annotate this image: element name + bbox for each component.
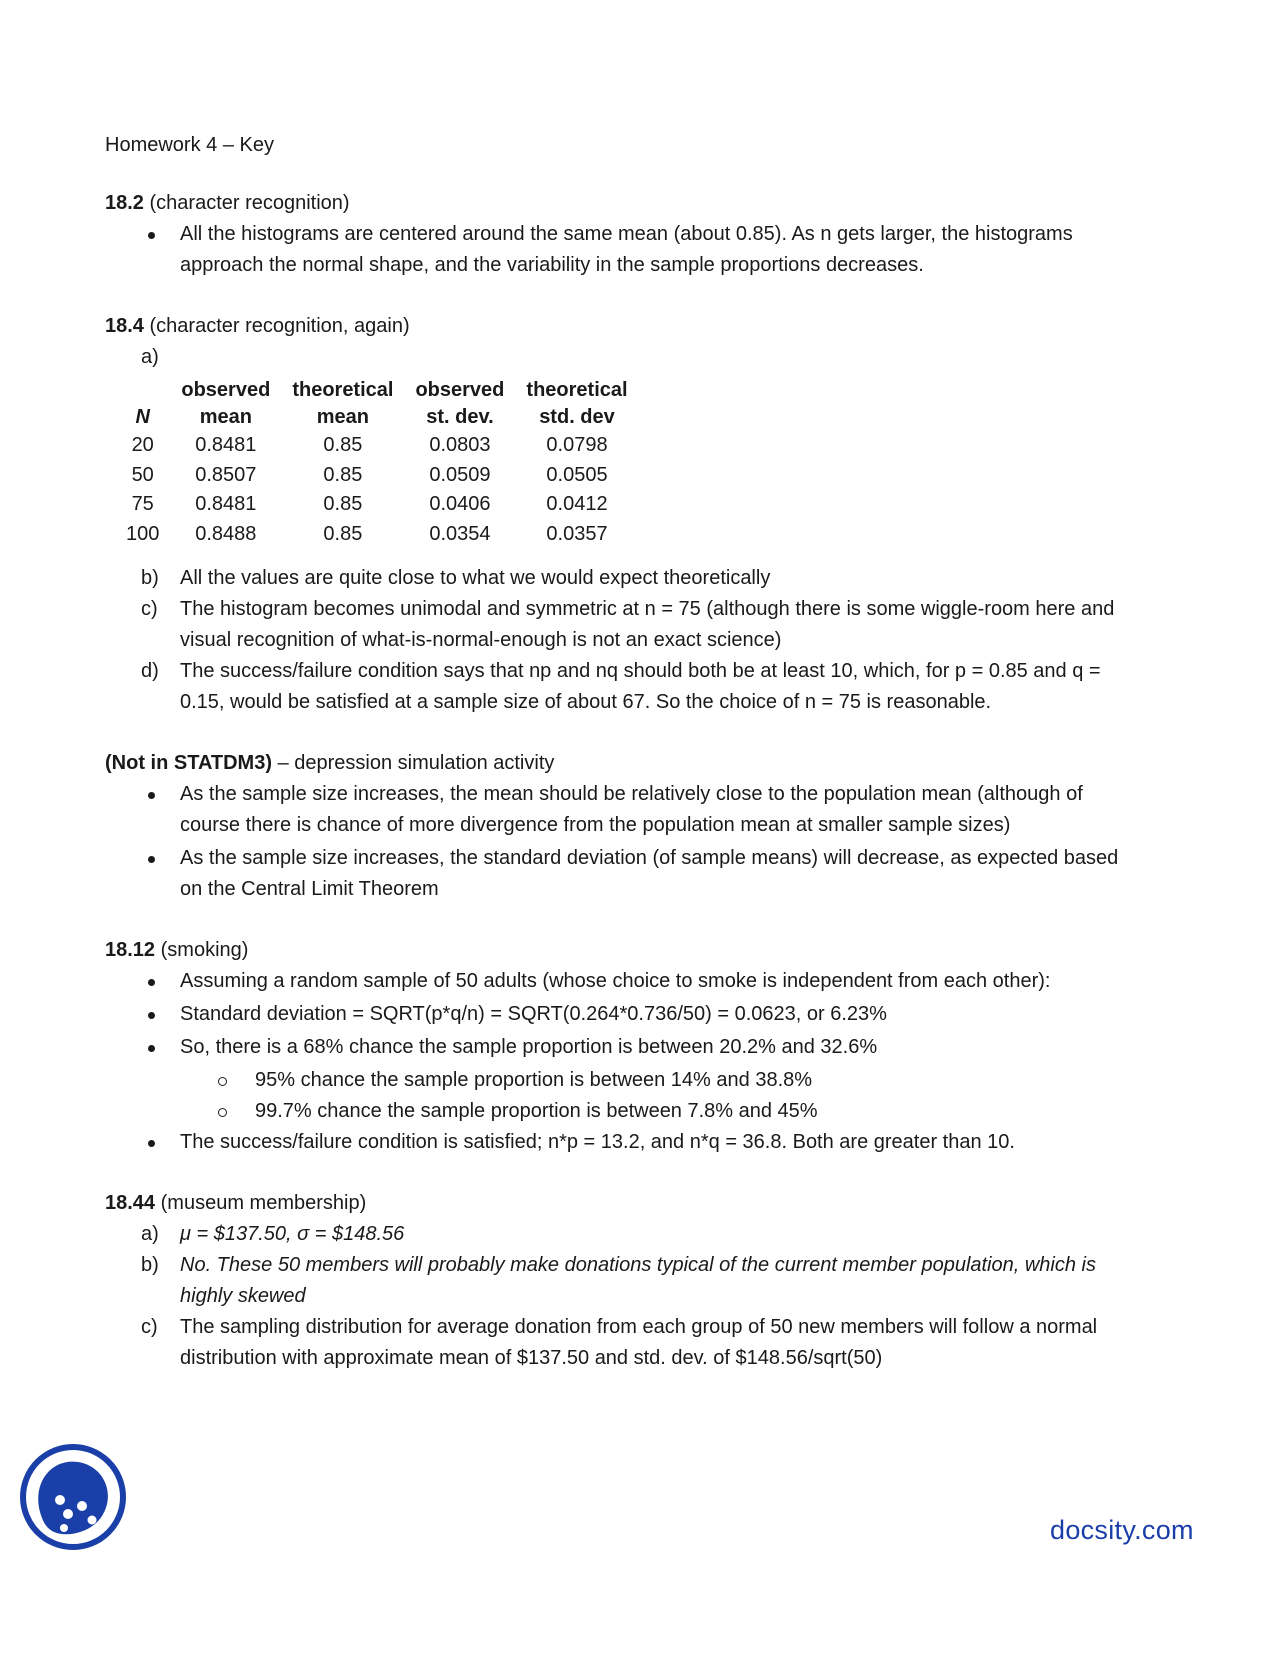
table-header: N: [135, 406, 150, 428]
bullet-list: [105, 779, 1135, 905]
table-cell: 100: [126, 522, 160, 545]
lettered-list: [105, 563, 1135, 718]
table-cell: 0.8488: [195, 522, 257, 545]
list-item: [105, 656, 1135, 718]
table-cell: 20: [131, 434, 154, 456]
item-text: The sampling distribution for average donation from each group of 50 new members will follow a normal distribution with approximate mean of $137.50 and std. dev. of $148.56/sqrt(50): [180, 1316, 1098, 1369]
item-text: μ = $137.50, σ = $148.56: [180, 1223, 405, 1245]
item-marker: c): [141, 598, 158, 620]
list-item: Assuming a random sample of 50 adults (whose choice to smoke is independent from each other):: [105, 966, 1135, 997]
item-marker: c): [141, 1316, 158, 1338]
table-cell: 0.0798: [546, 434, 608, 456]
bullet-list: [105, 1127, 1135, 1158]
lettered-list: [105, 1219, 1135, 1374]
section-number: 18.44: [105, 1192, 156, 1214]
table-header: std. dev: [539, 406, 615, 428]
item-marker: d): [141, 660, 159, 682]
table-cell: 0.0509: [429, 463, 491, 486]
item-text: No. These 50 members will probably make donations typical of the current member population, which is highly skewed: [180, 1254, 1096, 1307]
section-topic: (smoking): [160, 939, 249, 961]
table-header: mean: [199, 406, 252, 428]
item-marker: b): [141, 567, 159, 589]
section-18-2: [105, 188, 1135, 281]
table-cell: 0.0505: [546, 463, 608, 486]
table-row: [115, 490, 639, 520]
section-number: 18.12: [105, 939, 156, 961]
list-item: The success/failure condition is satisfied; n*p = 13.2, and n*q = 36.8. Both are greater than 10.: [105, 1127, 1135, 1158]
table-header-row: [115, 404, 639, 431]
sub-list-item: 99.7% chance the sample proportion is between 7.8% and 45%: [105, 1096, 1135, 1127]
section-heading: [105, 188, 1135, 219]
page-title: Homework 4 – Key: [105, 134, 274, 156]
list-item: Standard deviation = SQRT(p*q/n) = SQRT(0.264*0.736/50) = 0.0623, or 6.23%: [105, 999, 1135, 1030]
table-cell: 0.0354: [429, 522, 491, 545]
docsity-logo-icon[interactable]: [18, 1442, 128, 1552]
section-topic: (character recognition): [149, 192, 350, 214]
list-item: [105, 1312, 1135, 1374]
results-table: [115, 377, 639, 549]
table-header: mean: [316, 406, 370, 428]
table-cell: 0.0357: [546, 522, 608, 545]
item-marker-a: a): [141, 346, 159, 368]
section-topic: (character recognition, again): [149, 315, 410, 337]
list-item: [105, 1250, 1135, 1312]
table-row: [115, 520, 639, 550]
bullet-list: [105, 219, 1135, 281]
table-cell: 0.85: [323, 434, 363, 456]
table-header-row: [115, 377, 639, 404]
section-number: 18.4: [105, 315, 144, 337]
section-18-4: [105, 311, 1135, 718]
table-cell: 0.0406: [429, 493, 491, 515]
section-topic: (museum membership): [160, 1192, 367, 1214]
section-number: 18.2: [105, 192, 144, 214]
table-header: observed: [181, 379, 271, 401]
list-item: [105, 1219, 1135, 1250]
table-cell: 50: [131, 463, 154, 486]
sub-bullet-list: [105, 1065, 1135, 1127]
list-item: [105, 1032, 1135, 1063]
table-cell: 75: [131, 493, 154, 515]
list-item: As the sample size increases, the mean should be relatively close to the population mean (although of course there is chance of more divergence from the population mean at smaller sample sizes): [105, 779, 1135, 841]
section-18-44: [105, 1188, 1135, 1374]
table-cell: 0.8481: [195, 434, 257, 456]
list-item: All the histograms are centered around the same mean (about 0.85). As n gets larger, the histograms approach the normal shape, and the variability in the sample proportions decreases.: [105, 219, 1135, 281]
table-cell: 0.0412: [546, 493, 608, 515]
section-heading: [105, 748, 1135, 779]
table-row: [115, 431, 639, 461]
table-cell: 0.0803: [429, 434, 491, 456]
table-header: theoretical: [526, 379, 628, 401]
item-marker: a): [141, 1223, 159, 1245]
item-marker: b): [141, 1254, 159, 1276]
document-page: [105, 130, 1135, 1404]
table-header: observed: [415, 379, 505, 401]
item-text: The histogram becomes unimodal and symmetric at n = 75 (although there is some wiggle-room here and visual recognition of what-is-normal-enough is not an exact science): [180, 598, 1115, 651]
sub-list-item: 95% chance the sample proportion is between 14% and 38.8%: [105, 1065, 1135, 1096]
table-header: theoretical: [292, 379, 394, 401]
item-text: So, there is a 68% chance the sample proportion is between 20.2% and 32.6%: [180, 1036, 878, 1058]
section-18-12: [105, 935, 1135, 1158]
table-cell: 0.8481: [195, 493, 257, 515]
section-topic: – depression simulation activity: [272, 752, 555, 774]
table-cell: 0.85: [323, 522, 363, 545]
section-depression-simulation: [105, 748, 1135, 905]
table-header: st. dev.: [426, 406, 494, 428]
list-item: [105, 563, 1135, 594]
item-text: All the values are quite close to what we would expect theoretically: [180, 567, 771, 589]
table-row: [115, 461, 639, 491]
table-cell: 0.8507: [195, 463, 257, 486]
section-heading: [105, 1188, 1135, 1219]
list-item: [105, 594, 1135, 656]
docsity-brand-link[interactable]: docsity.com: [1050, 1515, 1194, 1545]
table-cell: 0.85: [323, 493, 363, 515]
section-number: (Not in STATDM3): [105, 752, 273, 774]
list-item: As the sample size increases, the standard deviation (of sample means) will decrease, as expected based on the Central Limit Theorem: [105, 843, 1135, 905]
section-heading: [105, 935, 1135, 966]
table-header: [115, 377, 170, 404]
docsity-logo-graphic: [18, 1442, 128, 1552]
section-heading: [105, 311, 1135, 342]
item-text: The success/failure condition says that np and nq should both be at least 10, which, for p = 0.85 and q = 0.15, would be satisfied at a sample size of about 67. So the choice of n = 75 is reasonable.: [180, 660, 1101, 713]
bullet-list: [105, 966, 1135, 1063]
table-cell: 0.85: [323, 463, 363, 486]
